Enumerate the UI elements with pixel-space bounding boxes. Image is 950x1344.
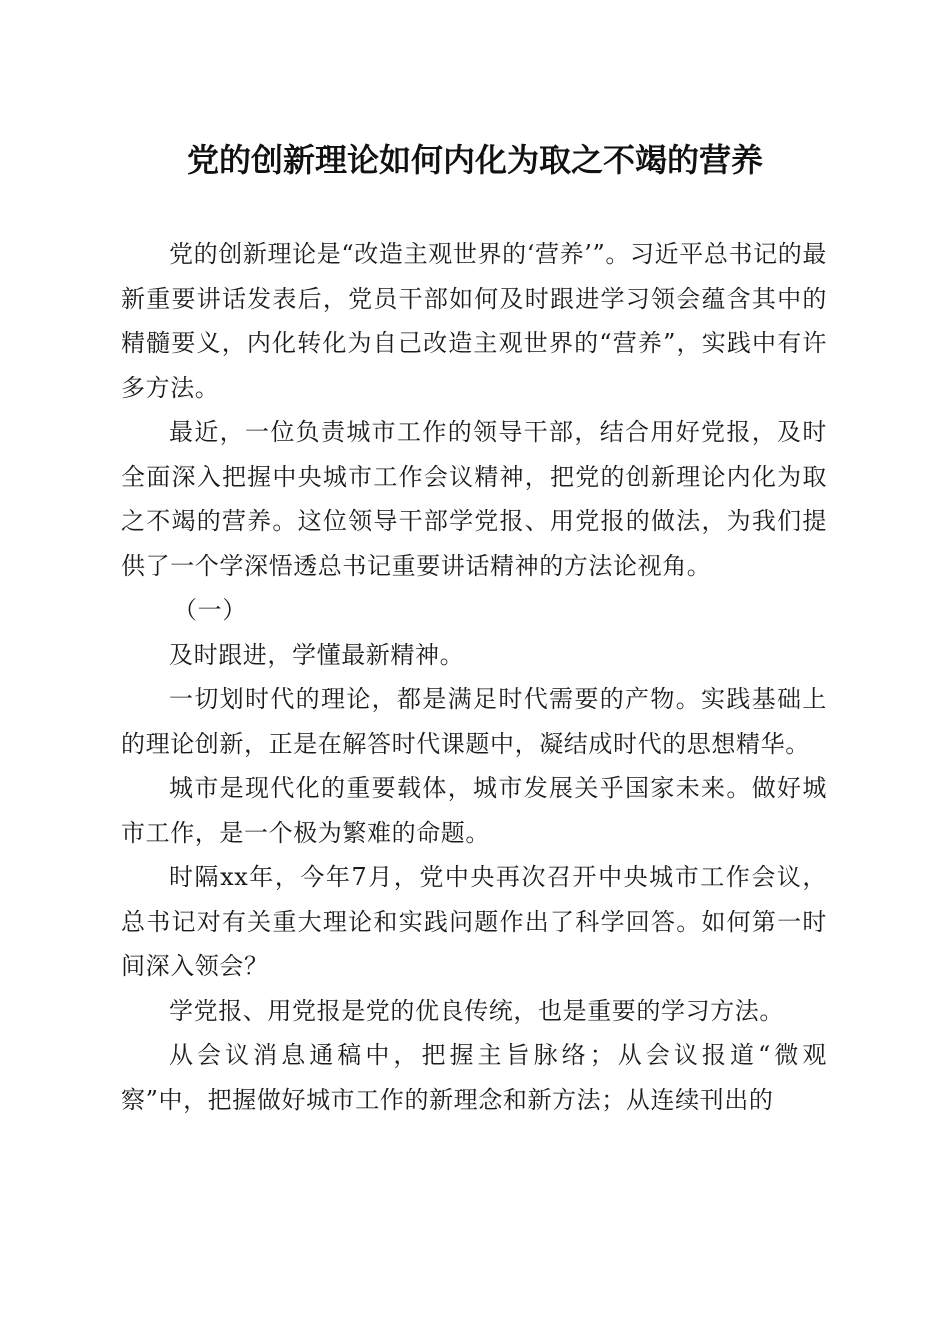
paragraph-party-newspaper: 学党报、用党报是党的优良传统，也是重要的学习方法。 (169, 996, 784, 1025)
paragraph-reports: 从会议消息通稿中，把握主旨脉络；从会议报道“微观察”中，把握做好城市工作的新理念和新方法；从连续刊出的 (121, 1041, 827, 1114)
paragraph-theory: 一切划时代的理论，都是满足时代需要的产物。实践基础上的理论创新，正是在解答时代课题中，凝结成时代的思想精华。 (121, 685, 827, 758)
paragraph-city: 城市是现代化的重要载体，城市发展关乎国家未来。做好城市工作，是一个极为繁难的命题。 (121, 774, 827, 847)
section-heading-one: （一） (173, 596, 247, 624)
document-title: 党的创新理论如何内化为取之不竭的营养 (186, 141, 763, 179)
paragraph-conference: 时隔xx年，今年7月，党中央再次召开中央城市工作会议，总书记对有关重大理论和实践问题作出了科学回答。如何第一时间深入领会？ (121, 863, 827, 980)
paragraph-intro: 党的创新理论是“改造主观世界的‘营养’”。习近平总书记的最新重要讲话发表后，党员干部如何及时跟进学习领会蕴含其中的精髓要义，内化转化为自己改造主观世界的“营养”，实践中有许多方法。 (121, 240, 827, 402)
paragraph-leader-example: 最近，一位负责城市工作的领导干部，结合用好党报，及时全面深入把握中央城市工作会议精神，把党的创新理论内化为取之不竭的营养。这位领导干部学党报、用党报的做法，为我们提供了一个学深悟透总书记重要讲话精神的方法论视角。 (121, 418, 827, 580)
section-subtitle: 及时跟进，学懂最新精神。 (169, 640, 465, 669)
document-body (121, 232, 827, 1122)
